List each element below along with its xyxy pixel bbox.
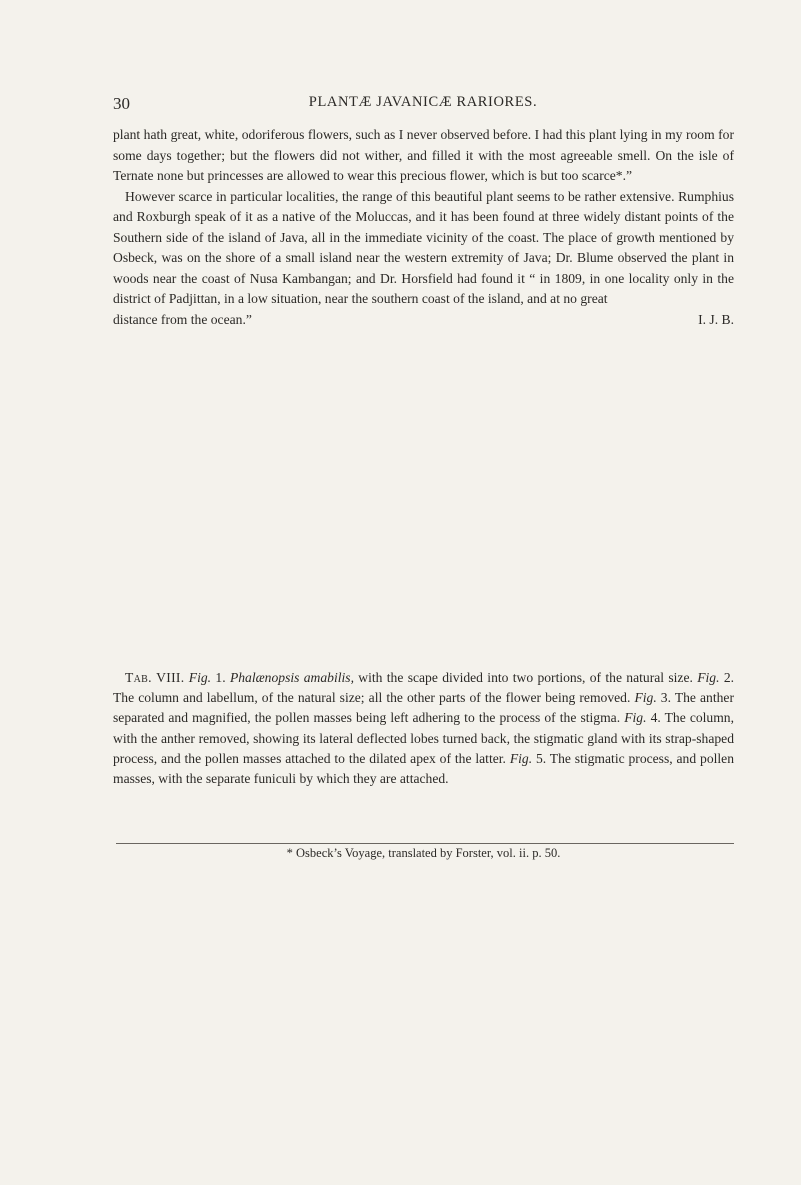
fig3-label: Fig.: [634, 690, 657, 706]
plate-tab-label: Tab. VIII.: [125, 670, 185, 685]
page-number: 30: [113, 94, 130, 113]
fig1-number: 1.: [215, 670, 226, 685]
paragraph-2-last-line: distance from the ocean.”: [113, 311, 252, 327]
running-title: PLANTÆ JAVANICÆ RARIORES.: [308, 94, 538, 110]
paragraph-2-end: [113, 310, 734, 331]
fig4-label: Fig.: [624, 710, 647, 726]
fig1-species: Phalænopsis amabilis,: [229, 670, 354, 685]
fig4-text: 4. The column, with the anther removed, showing its lateral deflected lobes turned back, the stigmatic gland with its strap-shaped process, and the pollen masses attached to the dilated apex of the latter.: [113, 710, 734, 766]
fig1-text: with the scape divided into two portions, of the natural size.: [358, 670, 693, 685]
body-text: [113, 125, 734, 330]
fig1-label: Fig.: [188, 670, 212, 685]
paragraph-2: However scarce in particular localities, the range of this beautiful plant seems to be rather extensive. Rumphius and Roxburgh speak of it as a native of the Moluccas, and it has been found at three widely distant points of the Southern side of the island of Java, all in the immediate vicinity of the coast. The place of growth mentioned by Osbeck, was on the shore of a small island near the western extremity of Java; Dr. Blume observed the plant in woods near the coast of Nusa Kambangan; and Dr. Horsfield had found it “ in 1809, in one locality only in the district of Padjittan, in a low situation, near the southern coast of the island, and at no great: [113, 188, 734, 306]
footnote-divider: [116, 843, 734, 844]
author-signature: I. J. B.: [698, 311, 734, 327]
plate-description: [113, 668, 734, 789]
plate-explanation: [113, 668, 734, 789]
fig2-text: 2. The column and labellum, of the natural size; all the other parts of the flower being removed.: [113, 670, 735, 706]
page-header: [113, 94, 733, 116]
fig3-text: 3. The anther separated and magnified, the pollen masses being left adhering to the process of the stigma.: [113, 690, 734, 726]
footnote: * Osbeck’s Voyage, translated by Forster, vol. ii. p. 50.: [286, 846, 561, 860]
fig2-label: Fig.: [697, 670, 720, 685]
fig5-text: 5. The stigmatic process, and pollen masses, with the separate funiculi by which they are attached.: [113, 750, 734, 787]
fig5-label: Fig.: [509, 750, 533, 766]
paragraph-1: plant hath great, white, odoriferous flowers, such as I never observed before. I had this plant lying in my room for some days together; but the flowers did not wither, and filled it with the most agreeable smell. On the isle of Ternate none but princesses are allowed to wear this precious flower, which is but too scarce*.”: [113, 127, 734, 183]
